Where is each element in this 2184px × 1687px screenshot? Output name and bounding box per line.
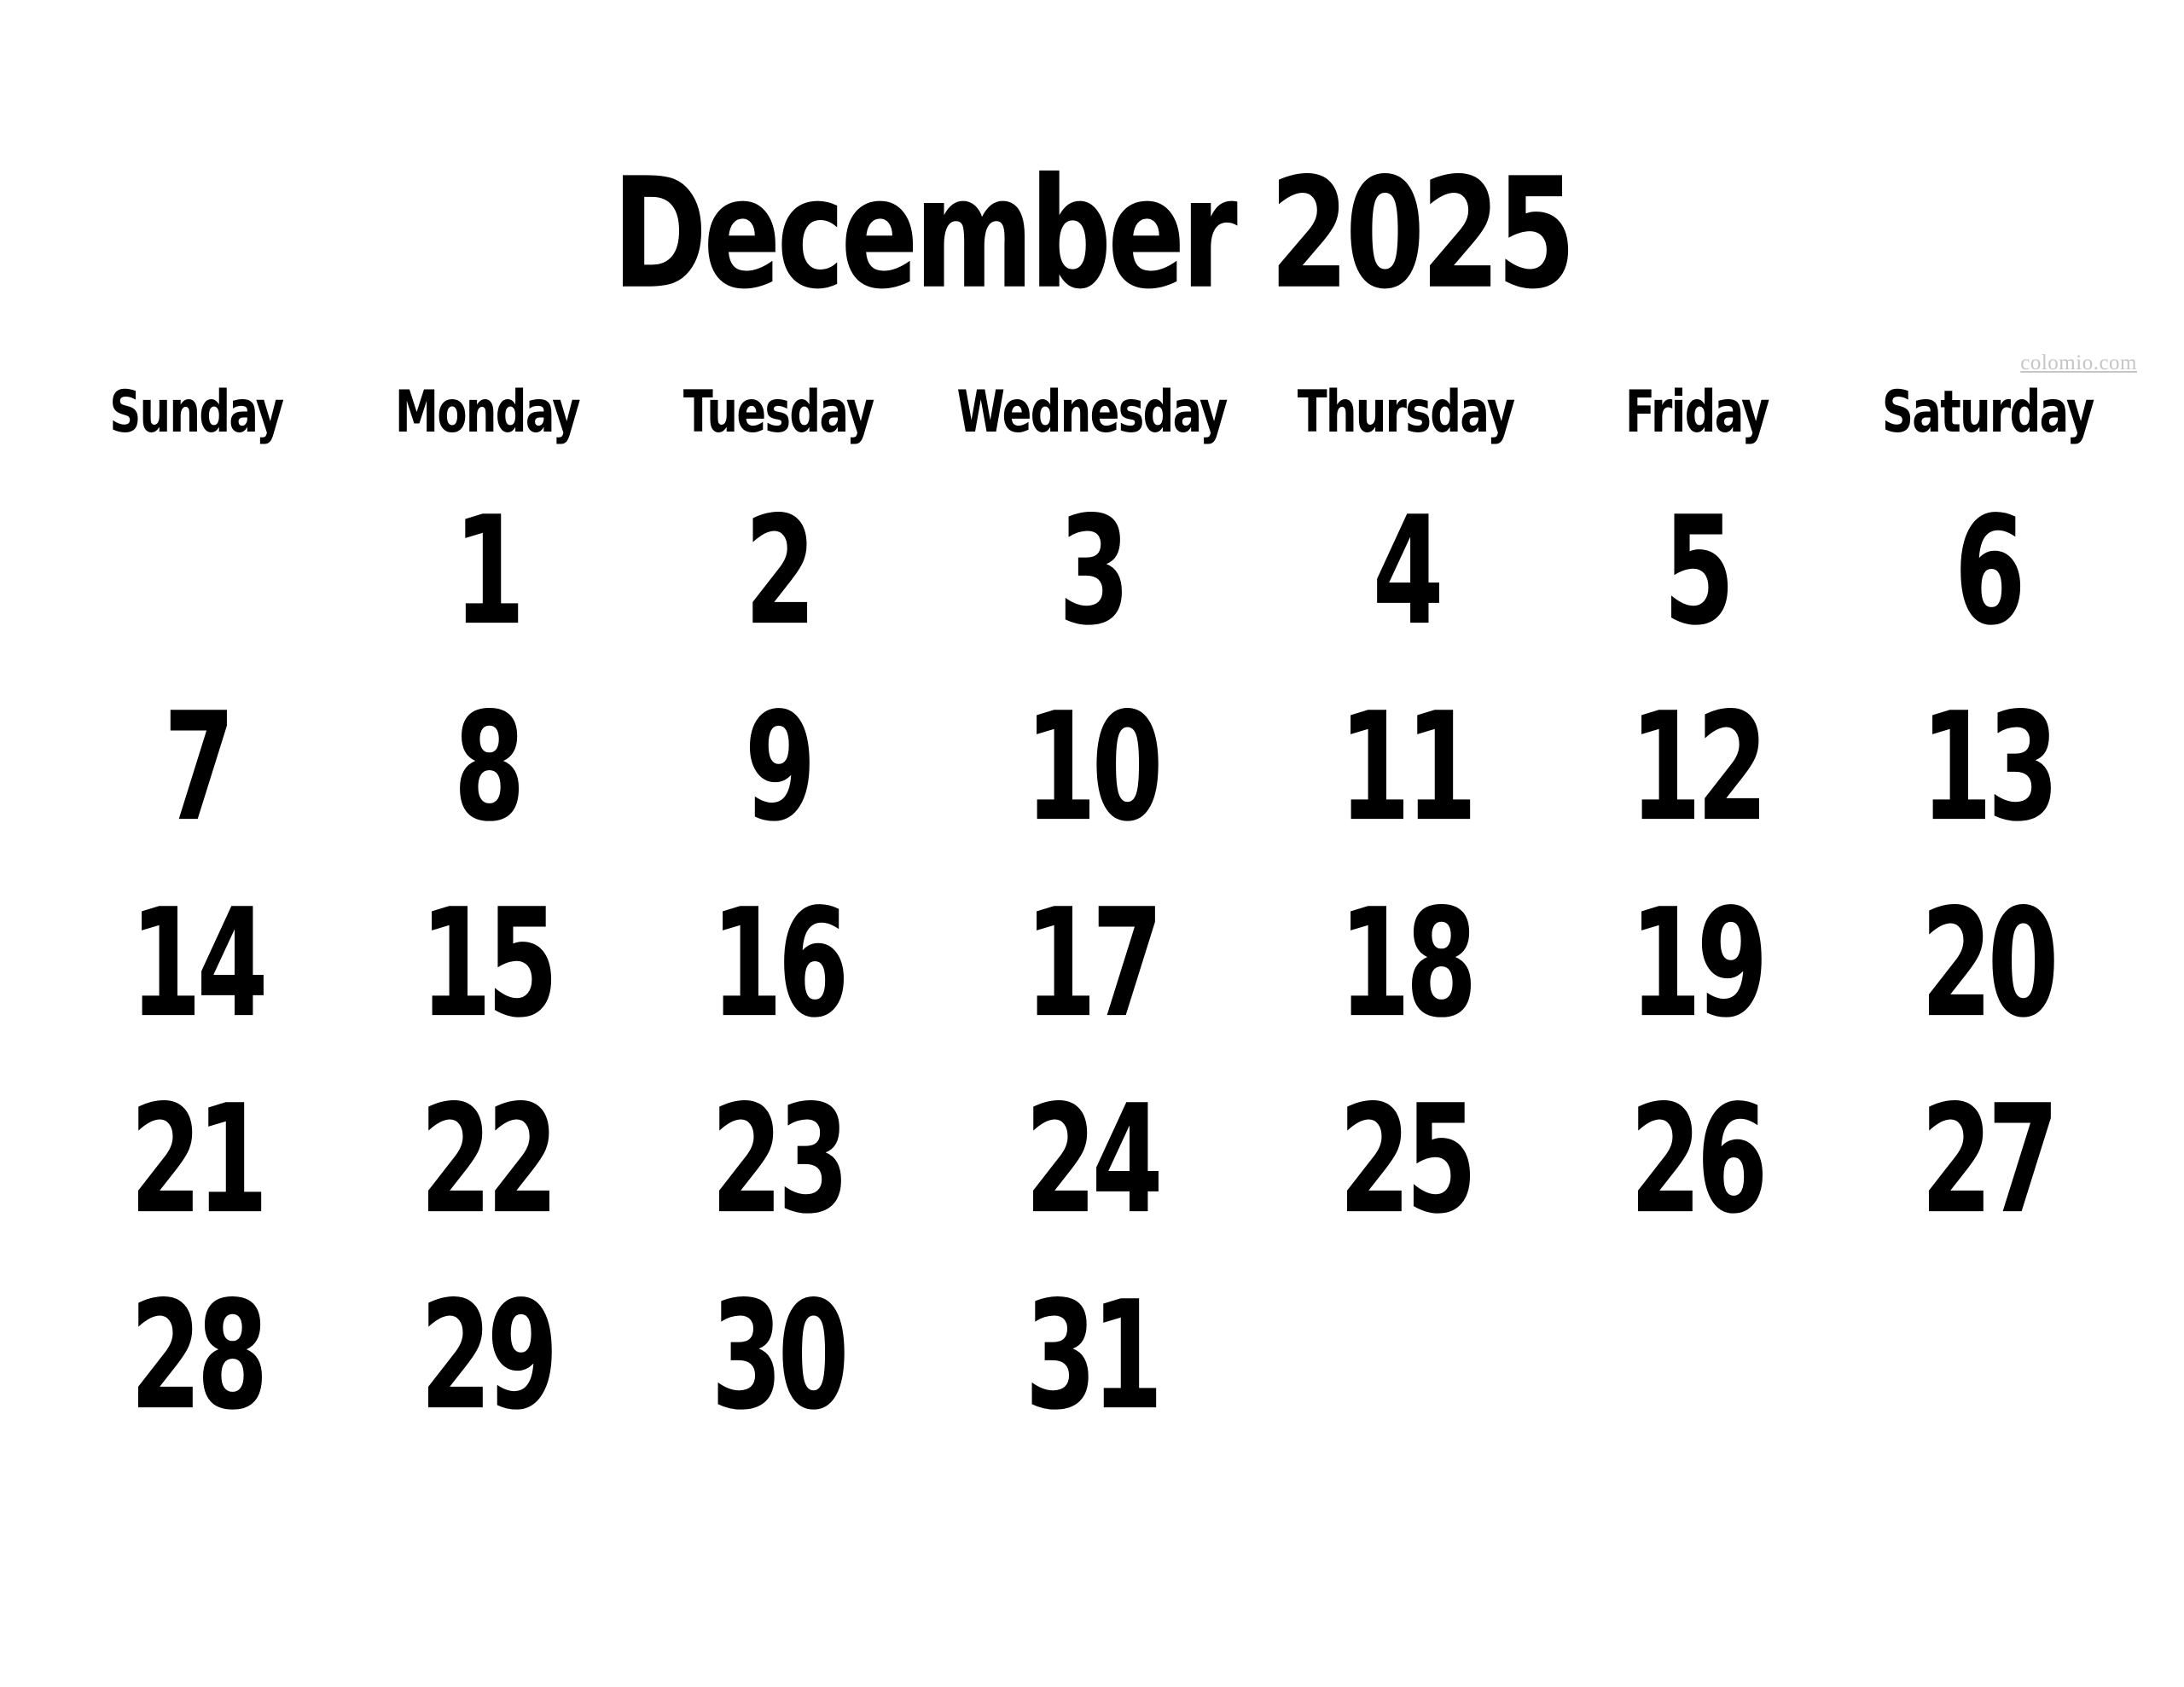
calendar-grid [51, 379, 2133, 1454]
date-number: 25 [1339, 1071, 1473, 1247]
date-cell [1044, 483, 1140, 658]
date-cell [149, 679, 245, 855]
date-number: 9 [744, 679, 812, 855]
date-number: 15 [420, 875, 555, 1051]
date-cell [1649, 483, 1745, 658]
date-cell [1310, 875, 1501, 1051]
date-cell [682, 875, 873, 1051]
date-cell [1601, 875, 1792, 1051]
watermark-text: colomio.com [2020, 351, 2137, 374]
date-cell [1310, 679, 1501, 855]
date-number: 24 [1025, 1071, 1159, 1247]
date-cell [682, 1267, 873, 1443]
weekday-header-wednesday [923, 379, 1260, 447]
date-cell [996, 875, 1187, 1051]
date-number: 11 [1339, 679, 1473, 855]
date-number: 23 [711, 1071, 845, 1247]
date-number: 17 [1025, 875, 1159, 1051]
date-cell [1892, 1071, 2082, 1247]
date-cell [102, 1071, 292, 1247]
date-cell [102, 875, 292, 1051]
date-number: 12 [1629, 679, 1763, 855]
date-cell [102, 1267, 292, 1443]
date-number: 19 [1629, 875, 1763, 1051]
weekday-header-sunday [88, 379, 305, 447]
weekday-label: Sunday [109, 379, 283, 447]
date-number: 2 [744, 483, 812, 658]
weekday-label: Friday [1624, 379, 1769, 447]
date-number: 1 [454, 483, 521, 658]
date-cell [996, 1267, 1187, 1443]
date-cell [730, 483, 826, 658]
date-number: 4 [1372, 483, 1440, 658]
date-number: 21 [130, 1071, 264, 1247]
weekday-header-saturday [1856, 379, 2120, 447]
weekday-label: Tuesday [682, 379, 874, 447]
weekday-label: Wednesday [956, 379, 1228, 447]
date-cell [1892, 875, 2082, 1051]
date-cell [1892, 679, 2082, 855]
weekday-label: Monday [395, 379, 580, 447]
calendar-title [0, 144, 2184, 323]
date-cell [996, 1071, 1187, 1247]
date-cell [392, 1071, 582, 1247]
weekday-header-friday [1607, 379, 1786, 447]
date-cell [1358, 483, 1454, 658]
date-number: 10 [1025, 679, 1159, 855]
date-number: 13 [1920, 679, 2054, 855]
date-number: 20 [1920, 875, 2054, 1051]
date-cell [682, 1071, 873, 1247]
date-cell [439, 483, 535, 658]
date-number: 14 [130, 875, 264, 1051]
date-number: 18 [1339, 875, 1473, 1051]
weekday-header-thursday [1270, 379, 1541, 447]
weekday-header-tuesday [659, 379, 897, 447]
date-number: 6 [1954, 483, 2021, 658]
date-number: 16 [711, 875, 845, 1051]
date-cell [730, 679, 826, 855]
date-number: 5 [1663, 483, 1730, 658]
date-number: 27 [1920, 1071, 2054, 1247]
date-number: 7 [163, 679, 230, 855]
weekday-label: Saturday [1881, 379, 2094, 447]
date-cell [439, 679, 535, 855]
date-number: 8 [454, 679, 521, 855]
date-cell [1601, 1071, 1792, 1247]
calendar-title-text: December 2025 [612, 144, 1572, 323]
date-number: 31 [1025, 1267, 1159, 1443]
weekday-label: Thursday [1298, 379, 1514, 447]
date-cell [1940, 483, 2036, 658]
date-number: 3 [1058, 483, 1126, 658]
date-number: 29 [420, 1267, 555, 1443]
date-cell [996, 679, 1187, 855]
date-number: 28 [130, 1267, 264, 1443]
date-number: 22 [420, 1071, 555, 1247]
date-number: 26 [1629, 1071, 1763, 1247]
date-cell [392, 875, 582, 1051]
date-number: 30 [711, 1267, 845, 1443]
weekday-header-monday [372, 379, 602, 447]
date-cell [1310, 1071, 1501, 1247]
date-cell [1601, 679, 1792, 855]
date-cell [392, 1267, 582, 1443]
